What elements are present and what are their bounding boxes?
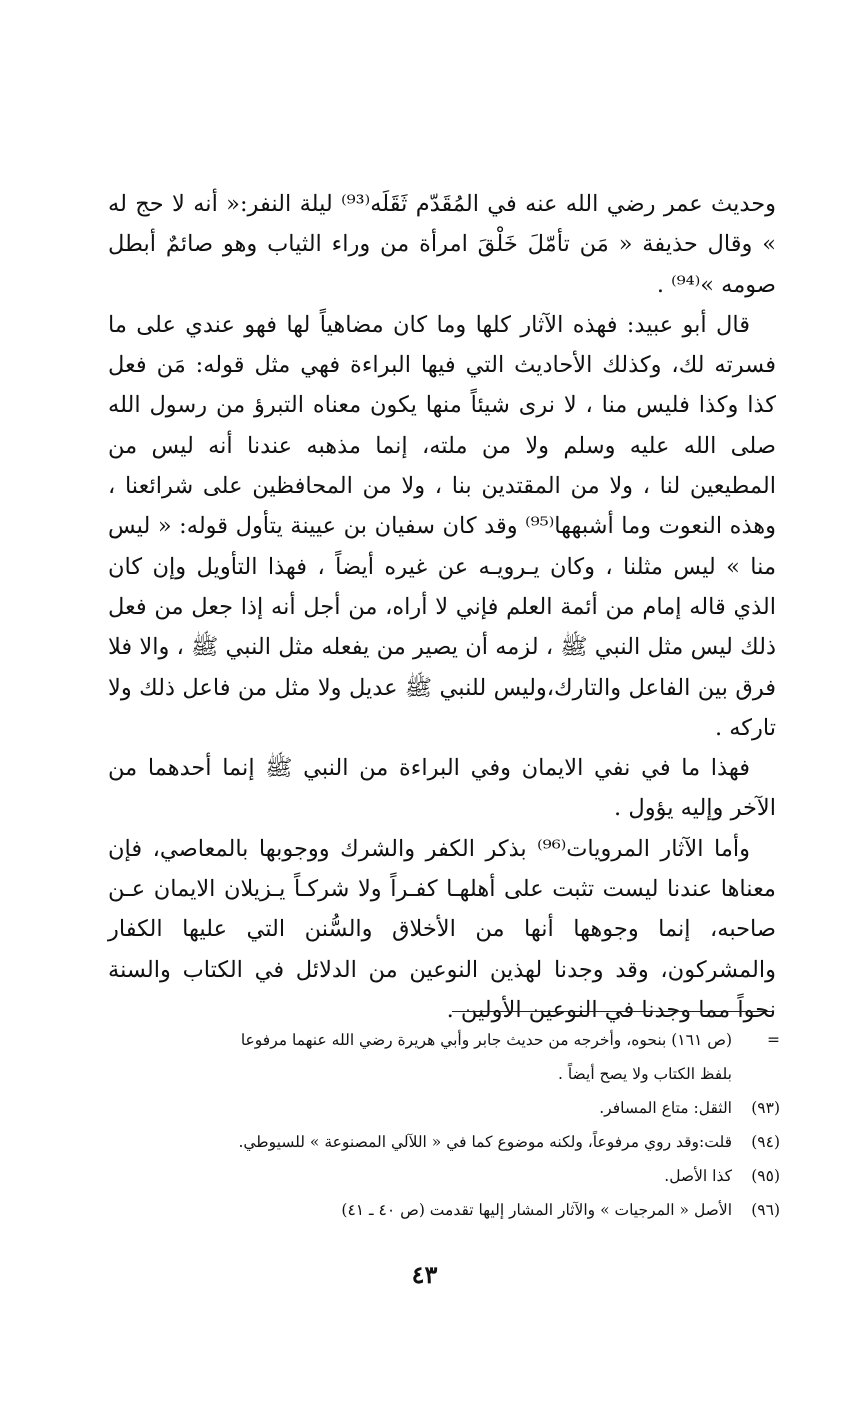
main-text — [108, 184, 776, 1030]
footnote-text — [108, 1159, 732, 1193]
footnote-number: (٩٥) — [751, 1167, 780, 1185]
paragraph-2: قال أبو عبيد: فهذه الآثار كلها وما كان مضاهياً لها فهو عندي على ما فسرته لك، وكذلك الأحاديث التي فيها البراءة فهي مثل قوله: مَن فعل كذا وكذا فليس منا ، لا نرى شيئاً منها يكون معناه التبرؤ من رسول الله صلى الله عليه وسلم ولا من ملته، إنما مذهبه عندنا أنه ليس من المطيعين لنا ، ولا من المقتدين بنا ، ولا من المحافظين على شرائعنا ، وهذه النعوت وما أشبهها⁽⁹⁵⁾ وقد كان سفيان بن عيينة يتأول قوله: « ليس منا » ليس مثلنا ، وكان يـرويـه عن غيره أيضاً ، فهذا التأويل وإن كان الذي قاله إمام من أئمة العلم فإني لا أراه، من أجل أنه إذا جعل من فعل ذلك ليس مثل النبي ﷺ ، لزمه أن يصير من يفعله مثل النبي ﷺ ، والا فلا فرق بين الفاعل والتارك،وليس للنبي ﷺ عديل ولا مثل من فاعل ذلك ولا تاركه . — [108, 311, 776, 741]
footnote-line: بلفظ الكتاب ولا يصح أيضاً . — [557, 1065, 732, 1083]
footnote-93 — [108, 1091, 780, 1125]
footnote-95 — [108, 1159, 780, 1193]
footnote-number: (٩٤) — [751, 1133, 780, 1151]
footnote-text — [108, 1125, 732, 1159]
footnote-line: الأصل « المرجيات » والآثار المشار إليها تقدمت (ص ٤٠ ـ ٤١) — [341, 1201, 732, 1219]
footnote-text — [108, 1023, 732, 1091]
footnote-text — [108, 1091, 732, 1125]
footnote-text — [108, 1193, 732, 1227]
page-number: ٤٣ — [411, 1260, 438, 1289]
footnote-separator — [452, 1011, 774, 1012]
paragraph-3: فهذا ما في نفي الايمان وفي البراءة من النبي ﷺ إنما أحدهما من الآخر وإليه يؤول . — [108, 755, 776, 822]
footnote-line: الثقل: متاع المسافر. — [599, 1099, 732, 1117]
footnote-line: كذا الأصل. — [664, 1167, 732, 1185]
paragraph-1: وحديث عمر رضي الله عنه في المُقَدّم ثَقَلَه⁽⁹³⁾ ليلة النفر:« أنه لا حج له » وقال حذيفة « مَن تأمّلَ خَلْقَ امرأة من وراء الثياب وهو صائمٌ أبطل صومه »⁽⁹⁴⁾ . — [108, 191, 776, 298]
footnote-continued — [108, 1023, 780, 1091]
footnotes — [108, 1023, 780, 1227]
footnote-96 — [108, 1193, 780, 1227]
footnote-line: (ص ١٦١) بنحوه، وأخرجه من حديث جابر وأبي هريرة رضي الله عنهما مرفوعا — [240, 1031, 732, 1049]
footnote-number: (٩٣) — [751, 1099, 780, 1117]
footnote-line: قلت:وقد روي مرفوعاً، ولكنه موضوع كما في « اللآلي المصنوعة » للسيوطي. — [238, 1133, 732, 1151]
footnote-number: = — [767, 1031, 780, 1049]
footnote-number: (٩٦) — [751, 1201, 780, 1219]
paragraph-4: وأما الآثار المرويات⁽⁹⁶⁾ بذكر الكفر والشرك ووجوبها بالمعاصي، فإن معناها عندنا ليست تثبت على أهلهـا كفـراً ولا شركـاً يـزيلان الايمان عـن صاحبه، إنما وجوهها أنها من الأخلاق والسُّنن التي عليها الكفار والمشركون، وقد وجدنا لهذين النوعين من الدلائل في الكتاب والسنة نحواً مما وجدنا في النوعين الأولين . — [108, 835, 776, 1023]
footnote-94 — [108, 1125, 780, 1159]
